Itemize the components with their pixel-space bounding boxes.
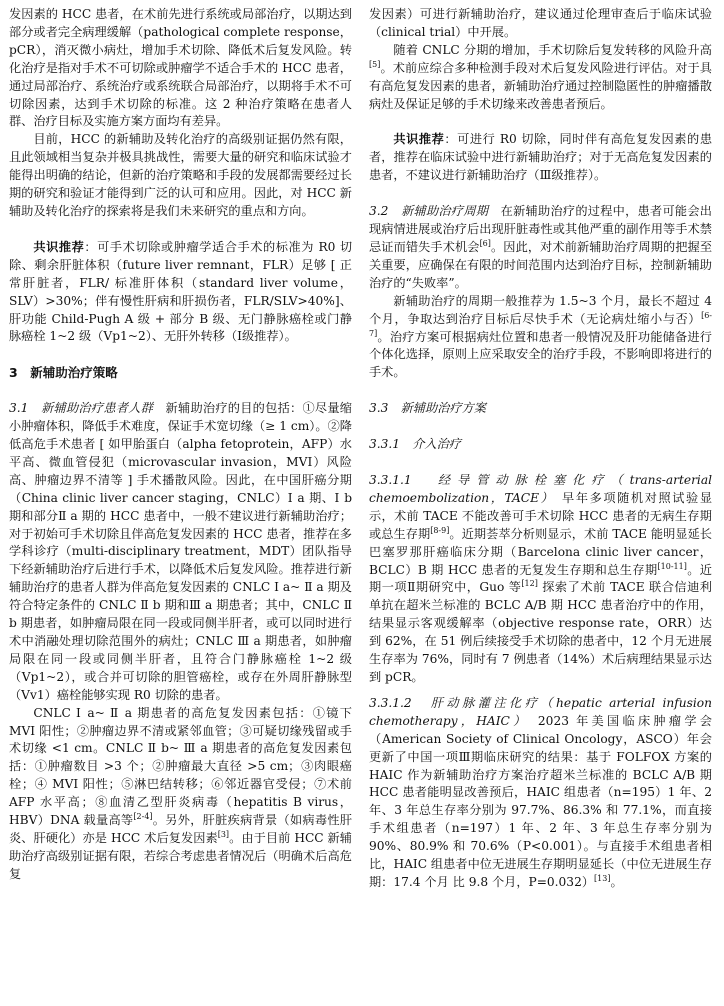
subsection-heading: 3.3.1.2 肝动脉灌注化疗（hepatic arterial infusion chemotherapy，HAIC） <box>369 695 712 728</box>
subsection-heading: 3.3.1.1 经导管动脉栓塞化疗（trans-arterial chemoembolization，TACE） <box>369 473 712 505</box>
text-run: 早年多项随机对照试验显示，术前 TACE 不能改善可手术切除 HCC 患者的无病生存期或总生存期 <box>369 490 713 541</box>
consensus-recommendation <box>369 131 712 185</box>
subsection-heading: 3.3.1 介入治疗 <box>369 437 461 452</box>
text-run: 。 <box>610 874 623 889</box>
consensus-label: 共识推荐 <box>393 132 445 147</box>
text-run: 。由于目前 HCC 新辅助治疗高级别证据有限，若综合考虑患者情况后（明确术后高危复 <box>9 830 352 881</box>
subsection-paragraph <box>369 203 712 293</box>
citation: [3] <box>217 829 230 839</box>
subsection-heading: 3.2 新辅助治疗周期 <box>369 204 489 219</box>
paragraph: 发因素）可进行新辅助治疗，建议通过伦理审查后于临床试验（clinical trial）中开展。 <box>369 7 712 39</box>
consensus-recommendation <box>9 239 352 346</box>
paragraph <box>9 705 352 884</box>
right-column <box>369 6 712 892</box>
text-run: 。另外，肝脏疾病背景（如病毒性肝炎、肝硬化）亦是 HCC 术后复发因素 <box>9 813 353 845</box>
subsection-paragraph <box>369 695 712 892</box>
subsection-heading: 3.1 新辅助治疗患者人群 <box>9 401 154 416</box>
citation: [8-9] <box>430 525 450 535</box>
subsection-paragraph <box>369 472 712 687</box>
text-run: 探索了术前 TACE 联合信迪利单抗在超米兰标准的 BCLC A/B 期 HCC 患者治疗中的作用，结果显示客观缓解率（objective response rate，ORR）达到 62%，在 51 例后续接受手术切除的患者中，12 个月无进展生存率为 76%，同时有 7 例患者（14%）术后病理结果显示达到 pCR。 <box>369 580 712 684</box>
paragraph <box>369 42 712 114</box>
consensus-text: ：可手术切除或肿瘤学适合手术的标准为 R0 切除、剩余肝脏体积（future liver remnant，FLR）足够 [ 正常肝脏者，FLR/ 标准肝体积（standard liver volume，SLV）>30%；伴有慢性肝病和肝损伤者，FLR/SLV>40%]、肝功能 Child-Pugh A 级 + 部分 B 级、无门静脉癌栓或门静脉癌栓 1~2 级（Vp1~2）、无肝外转移（Ⅰ级推荐）。 <box>9 239 353 344</box>
citation: [2-4] <box>133 812 153 821</box>
consensus-label: 共识推荐 <box>33 239 85 254</box>
text-run: 。治疗方案可根据病灶位置和患者一般情况及肝功能储备进行个体化选择，原则上应采取安全的治疗手段，不影响即将进行的手术。 <box>369 329 712 380</box>
citation: [10-11] <box>657 561 687 571</box>
citation: [5] <box>369 59 381 69</box>
subsection-heading: 3.3 新辅助治疗方案 <box>369 401 486 416</box>
text-run: 。近期荟萃分析则显示，术前 TACE 能明显延长巴塞罗那肝癌临床分期（Barcelona clinic liver cancer，BCLC）B 期 HCC 患者的无复发生存期和总生存期 <box>369 526 712 577</box>
paragraph: 发因素的 HCC 患者，在术前先进行系统或局部治疗，以期达到部分或者完全病理缓解（pathological complete response，pCR），消灭微小病灶，增加手术切除、降低术后复发风险。转化治疗是指对手术不可切除或肿瘤学不适合手术的 HCC 患者，通过局部治疗、系统治疗或系统联合局部治疗，以期将手术不可切除因素，达到手术切除的标准。这 2 种治疗策略在患者人群、治疗目标及实施方案方面均有差异。 <box>9 7 352 129</box>
text-run: 。近期一项Ⅱ期研究中，Guo 等 <box>369 562 712 595</box>
paragraph <box>369 293 712 383</box>
section-heading: 3 新辅助治疗策略 <box>9 365 118 381</box>
text-run: 。术前应综合多种检测手段对术后复发风险进行评估。对于具有高危复发因素的患者，新辅助治疗通过控制隐匿性的肿瘤播散病灶及保证足够的手术切缘来改善患者预后。 <box>369 60 712 111</box>
text-run: 随着 CNLC 分期的增加，手术切除后复发转移的风险升高 <box>393 42 712 57</box>
citation: [6-7] <box>369 310 712 338</box>
text-run: 新辅助治疗的周期一般推荐为 1.5~3 个月，最长不超过 4 个月，争取达到治疗目标后尽快手术（无论病灶缩小与否） <box>369 293 712 326</box>
text-run: 在新辅助治疗的过程中，患者可能会出现病情进展或治疗后出现肝脏毒性或其他严重的副作用等手术禁忌证而错失手术机会 <box>369 204 712 254</box>
citation: [12] <box>521 579 538 589</box>
text-run: CNLC Ⅰ a~ Ⅱ a 期患者的高危复发因素包括：①镜下 MVI 阳性；②肿瘤边界不清或紧邻血管；③可疑切缘残留或手术切缘 <1 cm。CNLC Ⅱ b~ Ⅲ a 期患者的高危复发因素包括：①肿瘤数目 >3 个；②肿瘤最大直径 >5 cm；③肉眼癌栓；④ MVI 阳性；⑤淋巴结转移；⑥邻近器官受侵；⑦术前 AFP 水平高；⑧血清乙型肝炎病毒（hepatitis B virus，HBV）DNA 载量高等 <box>9 705 352 828</box>
citation: [13] <box>594 873 611 883</box>
subsection-text: 新辅助治疗的目的包括：①尽量缩小肿瘤体积，降低手术难度，保证手术宽切缘（≥ 1 cm）。②降低高危手术患者 [ 如甲胎蛋白（alpha fetoprotein，AFP）水平高、微血管侵犯（microvascular invasion，MVI）风险高、肿瘤边界不清等 ] 手术播散风险。因此，在中国肝癌分期（China clinic liver cancer staging，CNLC）Ⅰ a 期、Ⅰ b 期和部分Ⅱ a 期的 HCC 患者中，一般不建议进行新辅助治疗；对于初始可手术切除且伴高危复发因素的 HCC 患者，推荐在多学科诊疗（multi-disciplinary treatment，MDT）团队指导下经新辅助治疗后进行手术，以降低术后复发风险。推荐进行新辅助治疗的患者人群为伴高危复发因素的 CNLC Ⅰ a~ Ⅱ a 期及符合特定条件的 CNLC Ⅱ b 期和Ⅲ a 期患者；其中，CNLC Ⅱ b 期患者，如肿瘤局限在同一段或同侧半肝者，或可以同时进行术中消融处理切除范围外的病灶；CNLC Ⅲ a 期患者，如肿瘤局限在同一段或同侧半肝者，且符合门静脉癌栓 1~2 级（Vp1~2），或合并可切除的胆管癌栓，或存在外周肝静脉型（Vv1）癌栓能够实现 R0 切除的患者。 <box>9 401 352 702</box>
paragraph: 目前，HCC 的新辅助及转化治疗的高级别证据仍然有限，且此领域相当复杂并极具挑战性，需要大量的研究和临床试验才能得出明确的结论，但新的治疗策略和手段的发展都需要经过长期的研究和验证才能得到广泛的认可和应用。因此，对 HCC 新辅助及转化治疗的探索将是我们未来研究的重点和方向。 <box>9 132 352 218</box>
citation: [6] <box>479 238 491 248</box>
subsection-paragraph <box>9 400 352 704</box>
consensus-text: ：可进行 R0 切除，同时伴有高危复发因素的患者，推荐在临床试验中进行新辅助治疗；对于无高危复发因素的患者，不建议进行新辅助治疗（Ⅲ级推荐）。 <box>369 132 713 183</box>
text-run: 。因此，对术前新辅助治疗周期的把握至关重要，应确保在有限的时间范围内达到治疗目标，控制新辅助治疗的“失败率”。 <box>369 239 713 290</box>
text-run: 2023 年美国临床肿瘤学会（American Society of Clinical Oncology，ASCO）年会更新了中国一项Ⅲ期临床研究的结果：基于 FOLFOX 方案的 HAIC 作为新辅助治疗方案治疗超米兰标准的 BCLC A/B 期 HCC 患者能明显改善预后，HAIC 组患者（n=195）1 年、2 年、3 年总生存率分别为 97.7%、86.3% 和 77.1%，而直接手术组患者（n=197）1 年、2 年、3 年总生存率分别为 90%、80.9% 和 70.6%（P<0.001）。与直接手术组患者相比，HAIC 组患者中位无进展生存期明显延长（中位无进展生存期：17.4 个月 比 9.8 个月，P=0.032） <box>369 713 712 889</box>
left-column <box>9 6 352 884</box>
